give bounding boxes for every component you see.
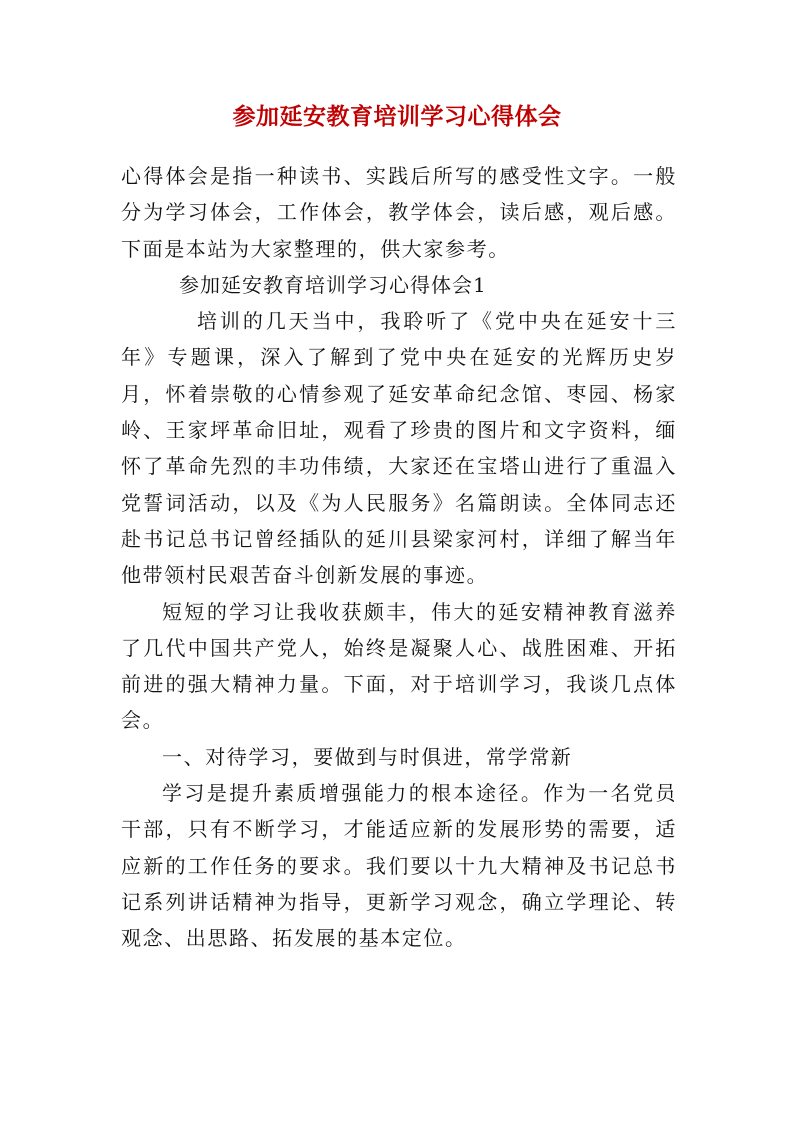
subheading-1: 一、对待学习，要做到与时俱进，常学常新 [162,744,573,769]
document-body [121,158,677,957]
body-paragraph-2: 短短的学习让我收获颇丰，伟大的延安精神教育滋养了几代中国共产党人，始终是凝聚人心、战胜困难、开拓前进的强大精神力量。下面，对于培训学习，我谈几点体会。 [121,599,677,733]
intro-paragraph: 心得体会是指一种读书、实践后所写的感受性文字。一般分为学习体会，工作体会，教学体会，读后感，观后感。下面是本站为大家整理的，供大家参考。 [121,164,677,261]
body-paragraph-1: 培训的几天当中，我聆听了《党中央在延安十三年》专题课，深入了解到了党中央在延安的光辉历史岁月，怀着崇敬的心情参观了延安革命纪念馆、枣园、杨家岭、王家坪革命旧址，观看了珍贵的图片和文字资料，缅怀了革命先烈的丰功伟绩，大家还在宝塔山进行了重温入党誓词活动，以及《为人民服务》名篇朗读。全体同志还赴书记总书记曾经插队的延川县梁家河村，详细了解当年他带领村民艰苦奋斗创新发展的事迹。 [121,309,677,588]
document-title: 参加延安教育培训学习心得体会 [232,103,562,130]
body-paragraph-3: 学习是提升素质增强能力的根本途径。作为一名党员干部，只有不断学习，才能适应新的发展形势的需要，适应新的工作任务的要求。我们要以十九大精神及书记总书记系列讲话精神为指导，更新学习观念，确立学理论、转观念、出思路、拓发展的基本定位。 [121,781,677,951]
section-heading-1: 参加延安教育培训学习心得体会1 [179,272,487,297]
